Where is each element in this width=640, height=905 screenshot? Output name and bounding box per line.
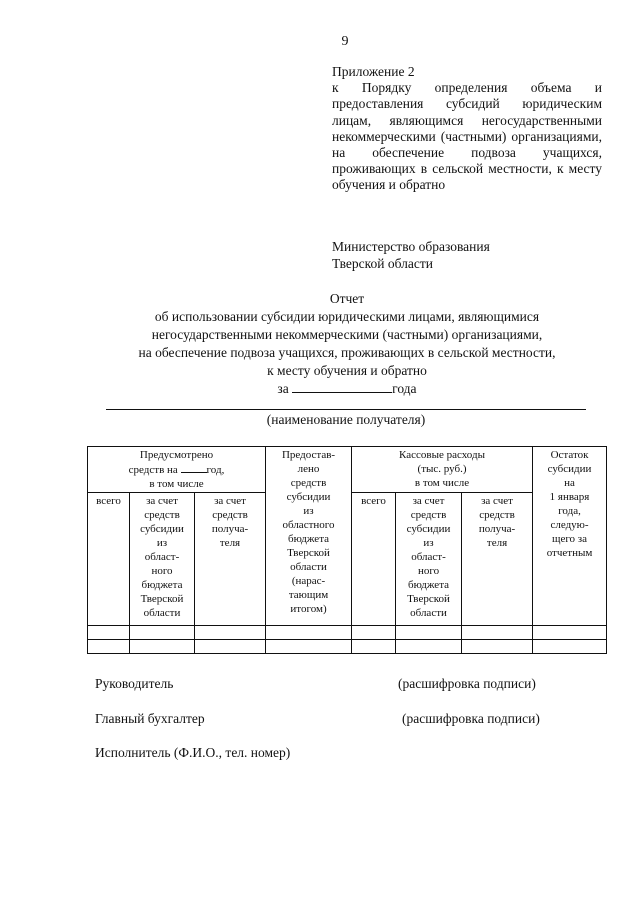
planned-line-3: в том числе bbox=[149, 478, 204, 490]
table-cell[interactable] bbox=[533, 640, 607, 654]
appendix-block bbox=[332, 64, 602, 194]
provided-detail: субсидии из областного бюджета Тверской области (нарас- тающим итогом) bbox=[282, 491, 335, 615]
planned-line-2-prefix: средств на bbox=[128, 464, 178, 476]
cash-header bbox=[352, 447, 533, 493]
table-cell[interactable] bbox=[352, 640, 396, 654]
remainder-title: Остаток субсидии на bbox=[547, 449, 592, 489]
appendix-text: к Порядку определения объема и предоставления субсидий юридическим лицам, являющимся негосударственными некоммерческими (частными) организациями, на обеспечение подвоза учащихся, проживающих в сельской местности, к месту обучения и обратно bbox=[332, 80, 602, 193]
accountant-signature-label: Главный бухгалтер bbox=[95, 711, 205, 726]
cash-line-2: (тыс. руб.) bbox=[417, 463, 467, 475]
report-table bbox=[87, 446, 607, 654]
accountant-signature-decode: (расшифровка подписи) bbox=[402, 711, 540, 726]
table-cell[interactable] bbox=[195, 640, 266, 654]
table-row bbox=[88, 626, 607, 640]
head-signature-label: Руководитель bbox=[95, 676, 174, 691]
executor-label: Исполнитель (Ф.И.О., тел. номер) bbox=[95, 745, 291, 760]
recipient-name-line[interactable] bbox=[106, 409, 586, 410]
table-cell[interactable] bbox=[462, 626, 533, 640]
table-cell[interactable] bbox=[266, 626, 352, 640]
planned-regional-header: за счет средств субсидии из област- ного бюджета Тверской области bbox=[130, 493, 195, 626]
planned-year-blank[interactable] bbox=[181, 462, 207, 473]
table-cell[interactable] bbox=[130, 626, 195, 640]
ministry-line-1: Министерство образования bbox=[332, 239, 490, 254]
cash-total-header: всего bbox=[352, 493, 396, 626]
page-number: 9 bbox=[341, 34, 349, 49]
planned-line-2 bbox=[90, 462, 263, 477]
cash-line-1: Кассовые расходы bbox=[399, 449, 485, 461]
table-cell[interactable] bbox=[396, 626, 462, 640]
provided-header bbox=[266, 447, 352, 626]
report-line-2: негосударственными некоммерческими (частными) организациями, bbox=[151, 327, 543, 342]
table-cell[interactable] bbox=[130, 640, 195, 654]
ministry-line-2: Тверской области bbox=[332, 256, 433, 271]
head-signature-decode: (расшифровка подписи) bbox=[398, 676, 536, 691]
cash-regional-header: за счет средств субсидии из област- ного бюджета Тверской области bbox=[396, 493, 462, 626]
planned-recipient-header: за счет средств получа- теля bbox=[195, 493, 266, 626]
cash-line-3: в том числе bbox=[414, 477, 470, 489]
table-cell[interactable] bbox=[396, 640, 462, 654]
planned-line-1: Предусмотрено bbox=[139, 449, 214, 461]
report-heading bbox=[80, 290, 614, 398]
report-line-3: на обеспечение подвоза учащихся, проживающих в сельской местности, bbox=[138, 345, 556, 360]
table-cell[interactable] bbox=[266, 640, 352, 654]
table-cell[interactable] bbox=[195, 626, 266, 640]
recipient-label: (наименование получателя) bbox=[266, 412, 426, 427]
planned-header bbox=[88, 447, 266, 493]
table-cell[interactable] bbox=[533, 626, 607, 640]
table-row bbox=[88, 640, 607, 654]
report-line-1: об использовании субсидии юридическими лицами, являющимися bbox=[154, 309, 540, 324]
appendix-title: Приложение 2 bbox=[332, 64, 415, 79]
ministry-block bbox=[332, 238, 602, 272]
cash-recipient-header: за счет средств получа- теля bbox=[462, 493, 533, 626]
provided-title: Предостав- лено средств bbox=[281, 449, 336, 489]
table-cell[interactable] bbox=[352, 626, 396, 640]
table-cell[interactable] bbox=[88, 626, 130, 640]
period-suffix: года bbox=[392, 381, 417, 396]
report-line-4: к месту обучения и обратно bbox=[267, 363, 427, 378]
period-prefix: за bbox=[277, 381, 289, 396]
table-cell[interactable] bbox=[462, 640, 533, 654]
report-period bbox=[80, 380, 614, 398]
period-blank[interactable] bbox=[292, 380, 392, 393]
remainder-header bbox=[533, 447, 607, 626]
planned-line-2-suffix: год, bbox=[206, 464, 225, 476]
table-cell[interactable] bbox=[88, 640, 130, 654]
planned-total-header: всего bbox=[88, 493, 130, 626]
remainder-detail: 1 января года, следую- щего за отчетным bbox=[546, 491, 593, 559]
report-title: Отчет bbox=[329, 291, 365, 306]
